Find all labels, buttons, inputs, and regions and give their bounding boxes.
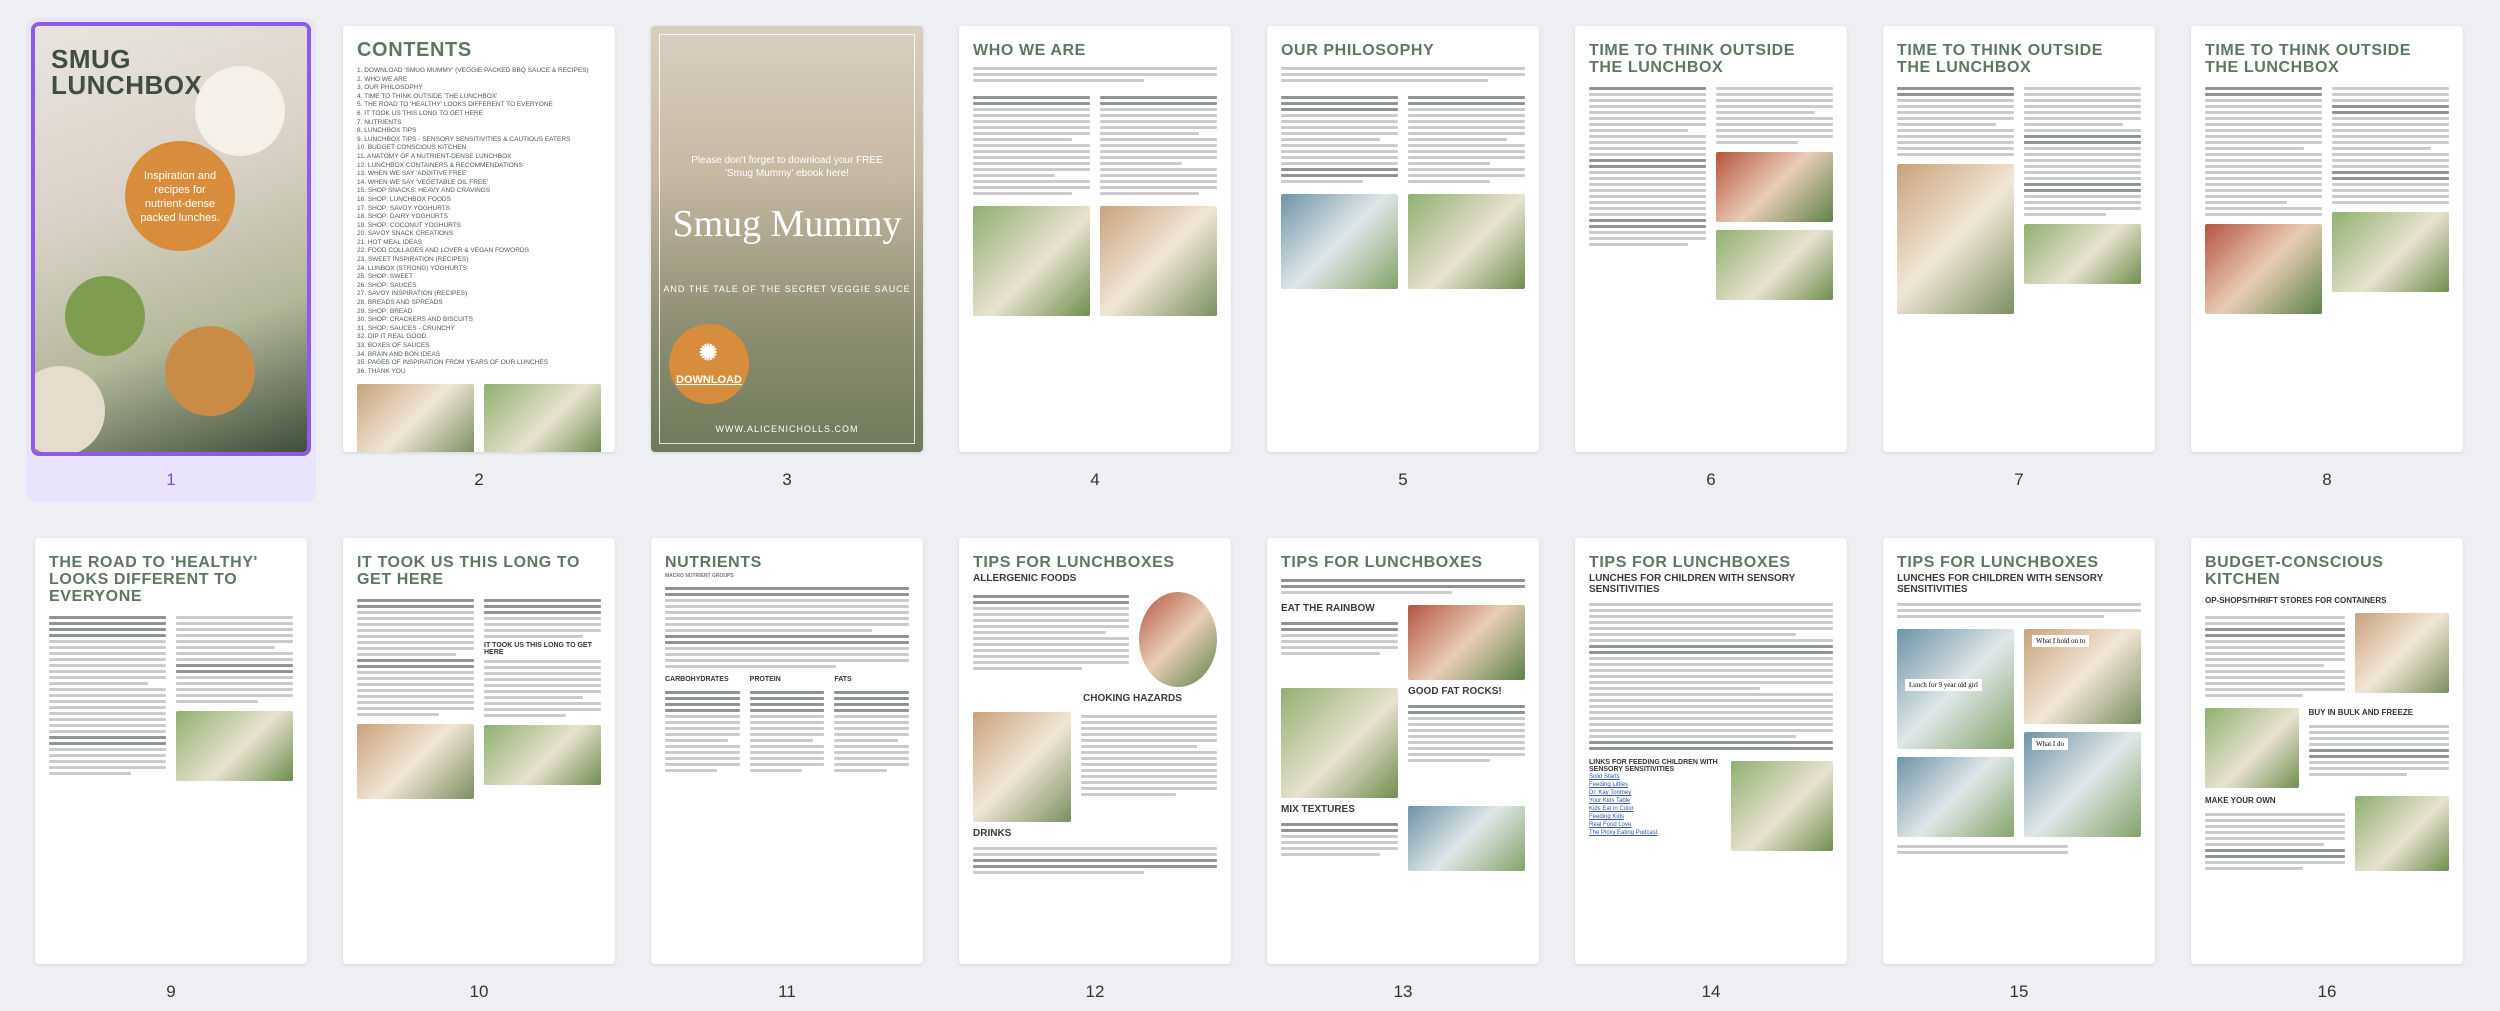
section-heading: EAT THE RAINBOW xyxy=(1281,603,1375,614)
page-title: CONTENTS xyxy=(357,39,472,61)
section-heading: CHOKING HAZARDS xyxy=(1083,693,1182,704)
page-number: 7 xyxy=(2014,470,2024,489)
page-number: 15 xyxy=(2009,982,2029,1001)
toc-item: 21. HOT MEAL IDEAS xyxy=(357,238,423,246)
toc-item: 32. DIP IT REAL GOOD xyxy=(357,333,427,341)
toc-item: 7. NUTRIENTS xyxy=(357,118,402,126)
nutrient-columns xyxy=(665,676,909,775)
text-columns xyxy=(1897,76,2141,314)
page-number: 6 xyxy=(1706,470,1716,489)
toc-item: 2. WHO WE ARE xyxy=(357,75,408,83)
page-number: 3 xyxy=(782,470,792,489)
text-columns xyxy=(973,85,1217,198)
toc-item: 5. THE ROAD TO 'HEALTHY' LOOKS DIFFERENT TO EVERYONE xyxy=(357,101,553,109)
page-preview-14[interactable] xyxy=(1575,538,1847,964)
page-preview-10[interactable] xyxy=(343,538,615,964)
toc-item: 13. WHEN WE SAY 'ADDITIVE FREE' xyxy=(357,170,468,178)
section-heading: MIX TEXTURES xyxy=(1281,804,1355,815)
toc-item: 18. SHOP: DAIRY YOGHURTS xyxy=(357,213,448,221)
toc-item: 27. SAVOY INSPIRATION (RECIPES) xyxy=(357,290,468,298)
page-preview-13[interactable] xyxy=(1267,538,1539,964)
resource-link[interactable]: The Picky Eating Podcast xyxy=(1589,830,1658,836)
download-badge[interactable] xyxy=(669,324,749,404)
toc-list xyxy=(357,67,601,376)
text-columns xyxy=(2205,788,2449,873)
resource-link[interactable]: Your Kids Table xyxy=(1589,798,1631,804)
page-title: TIME TO THINK OUTSIDE THE LUNCHBOX xyxy=(1897,42,2104,76)
photo xyxy=(484,384,601,452)
photo-row xyxy=(357,376,601,452)
toc-item: 3. OUR PHILOSOPHY xyxy=(357,84,423,92)
resource-link[interactable]: Dr. Kay Toomey xyxy=(1589,790,1632,796)
page-preview-5[interactable] xyxy=(1267,26,1539,452)
section-heading: IT TOOK US THIS LONG TO GET HERE xyxy=(484,642,592,656)
download-label: DOWNLOAD xyxy=(676,374,742,386)
page-title: TIPS FOR LUNCHBOXES xyxy=(973,554,1175,571)
decorative-bowl xyxy=(165,326,255,416)
cover-subtitle: AND THE TALE OF THE SECRET VEGGIE SAUCE xyxy=(663,284,911,294)
page-preview-6[interactable] xyxy=(1575,26,1847,452)
page-title: BUDGET-CONSCIOUS KITCHEN xyxy=(2205,554,2384,588)
page-number: 11 xyxy=(778,982,796,1001)
text-block xyxy=(973,67,1217,82)
toc-item: 14. WHEN WE SAY 'VEGETABLE OIL FREE' xyxy=(357,178,488,186)
toc-item: 35. PAGES OF INSPIRATION FROM YEARS OF OUR LUNCHES xyxy=(357,359,549,367)
toc-item: 12. LUNCHBOX CONTAINERS & RECOMMENDATIONS xyxy=(357,161,523,169)
page-preview-7[interactable] xyxy=(1883,26,2155,452)
page-number: 10 xyxy=(469,982,489,1001)
page-number: 9 xyxy=(166,982,176,1001)
toc-item: 33. BOXES OF SAUCES xyxy=(357,342,430,349)
cover-badge: Inspiration and recipes for nutrient-dense packed lunches. xyxy=(125,141,235,251)
toc-item: 9. LUNCHBOX TIPS - SENSORY SENSITIVITIES & CAUTIOUS EATERS xyxy=(357,135,571,143)
page-number: 8 xyxy=(2322,470,2332,489)
toc-item: 4. TIME TO THINK OUTSIDE 'THE LUNCHBOX' xyxy=(357,92,498,100)
toc-item: 22. FOOD COLLAGES AND LOVER & VEGAN FOWORDS xyxy=(357,247,529,255)
resource-link[interactable]: Feeding Littles xyxy=(1589,782,1629,788)
toc-item: 28. BREADS AND SPREADS xyxy=(357,299,443,307)
toc-item: 15. SHOP SNACKS: HEAVY AND CRAVINGS xyxy=(357,187,491,195)
toc-item: 24. LUNBOX (STRONG) YOGHURTS xyxy=(357,264,467,272)
photo-row xyxy=(973,198,1217,316)
text-block xyxy=(1897,845,2141,854)
photo-caption: What I do xyxy=(2032,738,2068,750)
page-title: IT TOOK US THIS LONG TO GET HERE xyxy=(357,554,580,588)
text-columns xyxy=(2205,605,2449,700)
page-preview-3[interactable] xyxy=(651,26,923,452)
page-number: 13 xyxy=(1393,982,1413,1001)
toc-item: 6. IT TOOK US THIS LONG TO GET HERE xyxy=(357,109,483,117)
text-columns xyxy=(1281,597,1525,680)
page-preview-2[interactable] xyxy=(343,26,615,452)
text-columns xyxy=(49,605,293,781)
toc-item: 8. LUNCHBOX TIPS xyxy=(357,127,417,135)
page-number: 2 xyxy=(474,470,484,489)
section-heading: OP-SHOPS/THRIFT STORES FOR CONTAINERS xyxy=(2205,596,2387,605)
text-columns xyxy=(973,584,1217,687)
page-number: 14 xyxy=(1701,982,1721,1001)
text-block xyxy=(665,587,909,668)
toc-item: 30. SHOP: CRACKERS AND BISCUITS xyxy=(357,316,473,324)
page-preview-8[interactable] xyxy=(2191,26,2463,452)
column-heading: CARBOHYDRATES xyxy=(665,676,729,683)
toc-item: 36. THANK YOU xyxy=(357,367,406,375)
text-block xyxy=(1281,67,1525,82)
toc-item: 26. SHOP: SAUCES xyxy=(357,281,417,289)
sparkle-icon: ✺ xyxy=(699,340,718,365)
toc-item: 31. SHOP: SAUCES - CRUNCHY xyxy=(357,324,455,332)
cover-title: SMUG LUNCHBOX xyxy=(51,44,203,100)
text-block xyxy=(1281,579,1525,594)
toc-item: 20. SAVOY SNACK CREATIONS xyxy=(357,230,454,238)
photo-caption: What I hold on to xyxy=(2032,635,2089,647)
resource-link[interactable]: Real Food Love xyxy=(1589,822,1632,828)
text-columns xyxy=(357,588,601,799)
column-heading: FATS xyxy=(834,676,852,683)
text-columns xyxy=(2205,700,2449,788)
photo-grid xyxy=(1897,621,2141,837)
column-heading: PROTEIN xyxy=(749,676,781,683)
cover-url: WWW.ALICENICHOLLS.COM xyxy=(715,424,859,434)
page-title: OUR PHILOSOPHY xyxy=(1281,42,1435,59)
links-heading: LINKS FOR FEEDING CHILDREN WITH SENSORY SENSITIVITIES xyxy=(1589,759,1718,773)
page-subtitle: MACRO NUTRIENT GROUPS xyxy=(665,573,734,579)
page-preview-12[interactable] xyxy=(959,538,1231,964)
page-preview-1[interactable] xyxy=(35,26,307,452)
decorative-bowl xyxy=(35,366,105,452)
page-number: 4 xyxy=(1090,470,1100,489)
page-number: 12 xyxy=(1085,982,1105,1001)
page-title: NUTRIENTS xyxy=(665,554,762,571)
photo xyxy=(357,384,474,452)
page-preview-15[interactable] xyxy=(1883,538,2155,964)
resource-link[interactable]: Kids Eat in Color xyxy=(1589,806,1634,812)
section-heading: ALLERGENIC FOODS xyxy=(973,573,1077,584)
section-heading: GOOD FAT ROCKS! xyxy=(1408,686,1502,697)
page-title: WHO WE ARE xyxy=(973,42,1086,59)
page-preview-9[interactable] xyxy=(35,538,307,964)
toc-item: 23. SWEET INSPIRATION (RECIPES) xyxy=(357,256,469,264)
cover-title: Smug Mummy xyxy=(672,203,902,245)
page-preview-16[interactable] xyxy=(2191,538,2463,964)
toc-item: 10. BUDGET CONSCIOUS KITCHEN xyxy=(357,144,467,152)
toc-item: 29. SHOP: BREAD xyxy=(357,307,413,315)
section-heading: DRINKS xyxy=(973,828,1012,839)
section-heading: MAKE YOUR OWN xyxy=(2205,796,2276,805)
photo-row xyxy=(1281,186,1525,289)
text-columns xyxy=(1589,76,1833,300)
page-number: 1 xyxy=(166,470,176,489)
toc-item: 34. BRAIN AND BON IDEAS xyxy=(357,350,441,358)
text-columns xyxy=(1281,680,1525,798)
text-columns xyxy=(2205,76,2449,314)
section-heading: LUNCHES FOR CHILDREN WITH SENSORY SENSITIVITIES xyxy=(1589,573,1796,595)
page-number: 5 xyxy=(1398,470,1408,489)
page-title: TIME TO THINK OUTSIDE THE LUNCHBOX xyxy=(2205,42,2412,76)
page-title: TIPS FOR LUNCHBOXES xyxy=(1897,554,2099,571)
page-title: TIME TO THINK OUTSIDE THE LUNCHBOX xyxy=(1589,42,1796,76)
page-title: THE ROAD TO 'HEALTHY' LOOKS DIFFERENT TO EVERYONE xyxy=(49,554,258,605)
toc-item: 11. ANATOMY OF A NUTRIENT-DENSE LUNCHBOX xyxy=(357,152,512,160)
page-title: TIPS FOR LUNCHBOXES xyxy=(1281,554,1483,571)
page-preview-4[interactable] xyxy=(959,26,1231,452)
text-block xyxy=(1897,603,2141,618)
toc-item: 17. SHOP: SAVOY YOGHURTS xyxy=(357,204,451,212)
section-heading: LUNCHES FOR CHILDREN WITH SENSORY SENSITIVITIES xyxy=(1897,573,2104,595)
toc-item: 19. SHOP: COCONUT YOGHURTS xyxy=(357,221,462,229)
page-preview-11[interactable] xyxy=(651,538,923,964)
page-title: TIPS FOR LUNCHBOXES xyxy=(1589,554,1791,571)
decorative-plate xyxy=(195,66,285,156)
toc-item: 16. SHOP: LUNCHBOX FOODS xyxy=(357,195,451,203)
resource-link[interactable]: Feeding Kids xyxy=(1589,814,1625,820)
text-columns xyxy=(1281,85,1525,186)
cover-pretitle: Please don't forget to download your FREE 'Smug Mummy' ebook here! xyxy=(691,155,883,179)
resource-link[interactable]: Solid Starts xyxy=(1589,774,1620,780)
text-columns xyxy=(973,704,1217,822)
toc-item: 1. DOWNLOAD 'SMUG MUMMY' (VEGGIE PACKED BBQ SAUCE & RECIPES) xyxy=(357,67,589,74)
links-section xyxy=(1589,753,1833,851)
section-heading: BUY IN BULK AND FREEZE xyxy=(2308,708,2414,717)
toc-item: 25. SHOP: SWEET xyxy=(357,273,413,281)
text-block xyxy=(1589,603,1833,750)
page-number: 16 xyxy=(2317,982,2337,1001)
text-columns xyxy=(1281,798,1525,871)
decorative-bowl xyxy=(65,276,145,356)
photo-caption: Lunch for 9 year old girl xyxy=(1905,679,1982,691)
